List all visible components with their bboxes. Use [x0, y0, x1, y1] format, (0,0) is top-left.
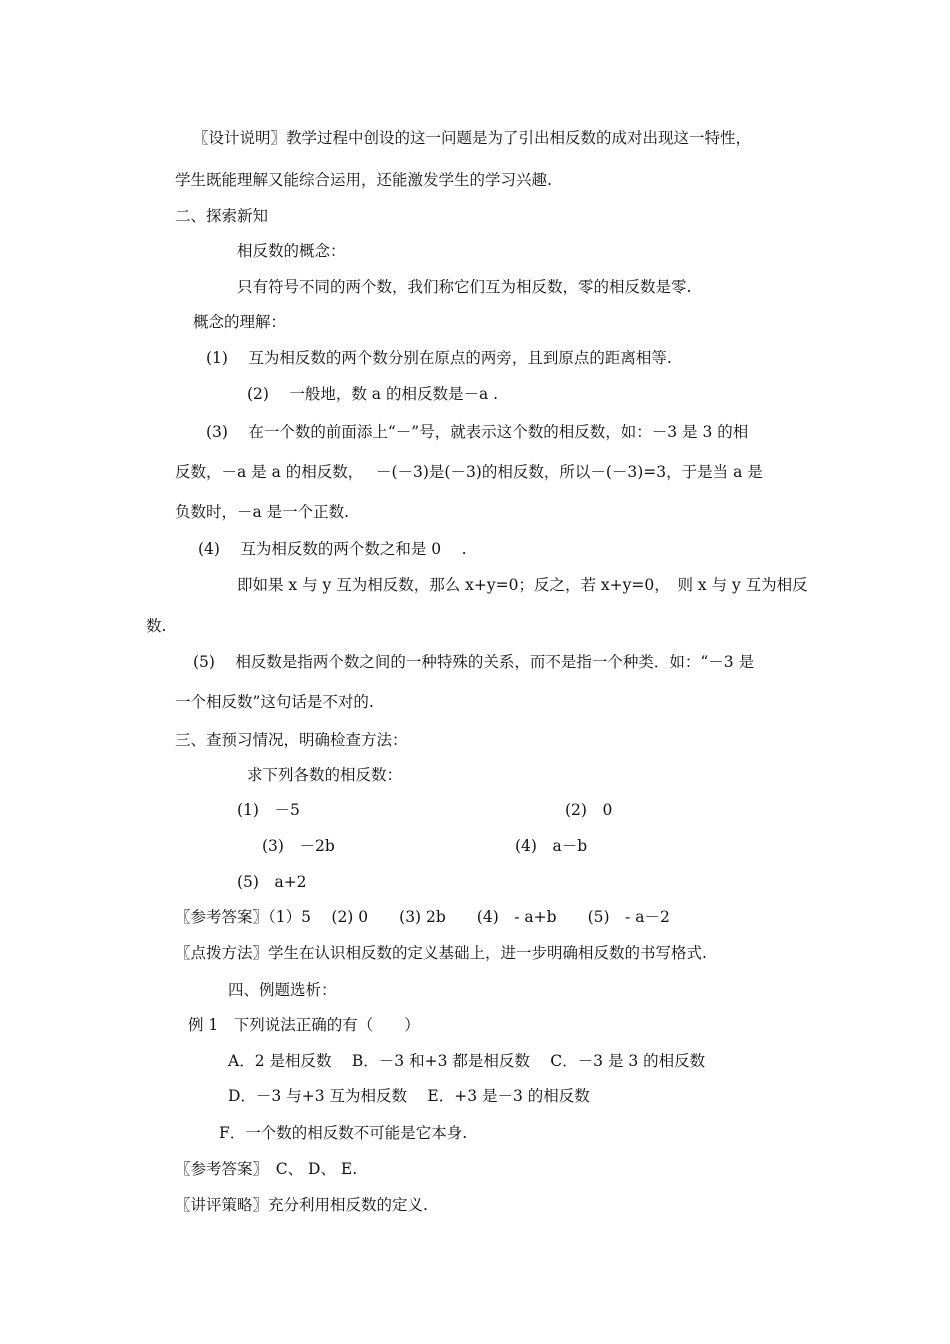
exercise-answers: 〖参考答案〗（1）5 (2) 0 (3) 2b (4) - a+b (5) - a－2 [175, 908, 670, 926]
section-3-heading: 三、查预习情况，明确检查方法： [175, 731, 408, 749]
example-1-question: 例 1 下列说法正确的有（ ） [188, 1016, 420, 1034]
design-note-line-2: 学生既能理解又能综合运用，还能激发学生的学习兴趣. [175, 171, 552, 189]
point-4-line-3: 数. [146, 617, 167, 635]
concept-title: 相反数的概念： [237, 242, 346, 260]
section-2-heading: 二、探索新知 [175, 207, 269, 225]
exercise-item-4: (4) a－b [515, 837, 588, 855]
point-5-line-2: 一个相反数”这句话是不对的. [175, 693, 374, 711]
point-4: (4) 互为相反数的两个数之和是 0 . [198, 540, 467, 558]
exercise-prompt: 求下列各数的相反数： [247, 766, 403, 784]
exercise-item-2: (2) 0 [565, 801, 613, 819]
point-5-line-1: (5) 相反数是指两个数之间的一种特殊的关系，而不是指一个种类．如：“－3 是 [193, 653, 755, 671]
point-3-line-3: 负数时，－a 是一个正数. [175, 503, 350, 521]
point-3-line-1: (3) 在一个数的前面添上“－”号，就表示这个数的相反数，如：－3 是 3 的相 [206, 423, 749, 441]
example-1-options-a-c: A．2 是相反数 B．－3 和+3 都是相反数 C．－3 是 3 的相反数 [228, 1052, 706, 1070]
review-strategy: 〖讲评策略〗充分利用相反数的定义. [175, 1196, 428, 1214]
example-1-option-f: F．一个数的相反数不可能是它本身. [219, 1124, 468, 1142]
design-note-line-1: 〖设计说明〗教学过程中创设的这一问题是为了引出相反数的成对出现这一特性， [193, 129, 752, 147]
point-1: (1) 互为相反数的两个数分别在原点的两旁，且到原点的距离相等. [206, 349, 672, 367]
point-3-line-2: 反数，－a 是 a 的相反数， －(－3)是(－3)的相反数，所以－(－3)=3，于是当 a 是 [175, 463, 763, 481]
method-note: 〖点拨方法〗学生在认识相反数的定义基础上，进一步明确相反数的书写格式. [175, 944, 707, 962]
exercise-item-5: (5) a+2 [237, 873, 307, 891]
example-1-answer: 〖参考答案〗 C、 D、 E. [175, 1160, 358, 1178]
point-4-line-2: 即如果 x 与 y 互为相反数，那么 x+y=0；反之，若 x+y=0， 则 x 与 y 互为相反 [237, 576, 808, 594]
exercise-item-1: (1) －5 [237, 801, 300, 819]
example-1-options-d-e: D．－3 与+3 互为相反数 E．+3 是－3 的相反数 [228, 1087, 590, 1105]
exercise-item-3: (3) －2b [262, 837, 335, 855]
point-2: (2) 一般地，数 a 的相反数是－a . [247, 385, 499, 403]
understanding-title: 概念的理解： [193, 313, 287, 331]
concept-definition: 只有符号不同的两个数，我们称它们互为相反数，零的相反数是零. [237, 278, 692, 296]
section-4-heading: 四、例题选析： [228, 981, 337, 999]
